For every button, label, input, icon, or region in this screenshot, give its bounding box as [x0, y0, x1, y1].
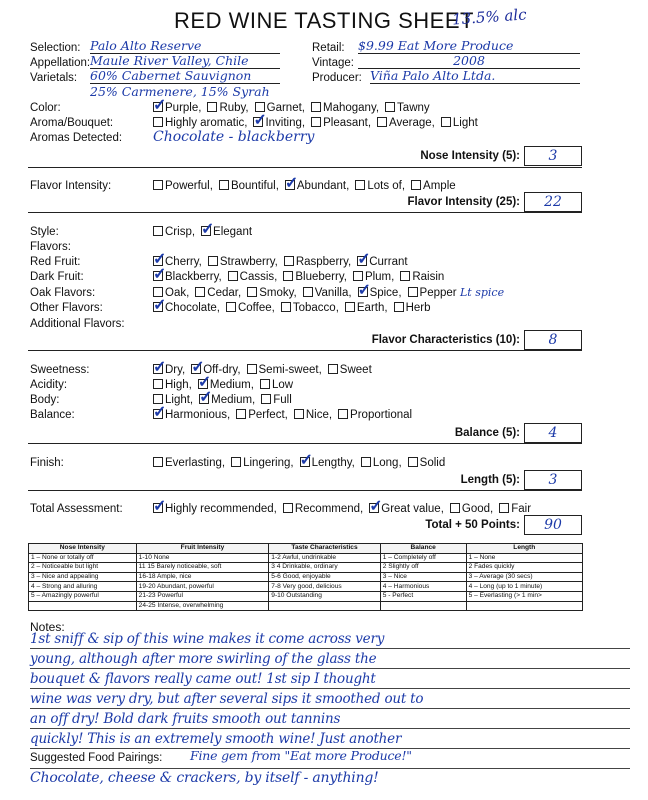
additional-flavors-label: Additional Flavors: [30, 318, 125, 330]
legend-cell: 2 – Noticeable but light [29, 563, 137, 573]
legend-cell: 24-25 Intense, overwhelming [136, 601, 269, 611]
appellation-value[interactable]: Maule River Valley, Chile [90, 53, 280, 69]
legend-cell [269, 601, 380, 611]
option-label: Purple, [165, 102, 202, 114]
note-rule [30, 668, 630, 669]
checkbox[interactable] [300, 457, 310, 467]
legend-cell: 1-2 Awful, undrinkable [269, 553, 380, 563]
checkbox[interactable] [358, 287, 368, 297]
option-lingering[interactable] [231, 457, 294, 469]
option-label: Solid [419, 457, 446, 469]
option-label: Ample [423, 180, 456, 192]
option-label: Raisin [412, 271, 445, 283]
dark-fruit-options [153, 271, 450, 283]
checkbox[interactable] [294, 409, 304, 419]
checkbox[interactable] [153, 226, 163, 236]
legend-cell [29, 601, 137, 611]
option-label: Light, [165, 394, 194, 406]
oak-flavors-note: Lt spice [460, 286, 505, 299]
option-crisp[interactable] [153, 226, 195, 238]
checkbox[interactable] [153, 180, 163, 190]
option-label: Harmonious, [165, 409, 231, 421]
option-low[interactable] [260, 379, 293, 391]
option-recommend[interactable] [283, 503, 363, 515]
checkbox[interactable] [357, 256, 367, 266]
option-label: Inviting, [265, 117, 306, 129]
option-chocolate[interactable] [153, 302, 220, 314]
checkbox[interactable] [207, 102, 217, 112]
option-spice[interactable] [358, 287, 402, 299]
color-options [153, 102, 436, 114]
checkbox[interactable] [153, 271, 163, 281]
other-flavors-label: Other Flavors: [30, 302, 103, 314]
option-blueberry[interactable] [283, 271, 347, 283]
checkbox[interactable] [303, 287, 313, 297]
option-sweet[interactable] [328, 364, 372, 376]
total-assessment-label: Total Assessment: [30, 503, 123, 515]
checkbox[interactable] [450, 503, 460, 513]
table-row [29, 591, 583, 601]
appellation-label: Appellation: [30, 57, 91, 69]
legend-cell: 3 – Average (30 secs) [466, 572, 582, 582]
option-nice[interactable] [294, 409, 332, 421]
balance-label: Balance: [30, 409, 75, 421]
option-semi-sweet[interactable] [247, 364, 322, 376]
option-label: Proportional [350, 409, 413, 421]
option-label: Spice, [369, 287, 402, 299]
balance-score[interactable]: 4 [524, 423, 582, 443]
option-label: Long, [372, 457, 402, 469]
option-label: Raspberry, [295, 256, 352, 268]
note-rule [30, 768, 630, 769]
legend-cell: 5 – Everlasting (> 1 min> [466, 591, 582, 601]
section-divider [28, 212, 582, 213]
aroma-label: Aroma/Bouquet: [30, 117, 114, 129]
option-label: Everlasting, [165, 457, 226, 469]
option-label: Vanilla, [314, 287, 352, 299]
checkbox[interactable] [236, 409, 246, 419]
color-label: Color: [30, 102, 61, 114]
balance-options [153, 409, 418, 421]
option-average[interactable] [377, 117, 435, 129]
checkbox[interactable] [247, 287, 257, 297]
checkbox[interactable] [377, 117, 387, 127]
note-line[interactable]: quickly! This is an extremely smooth wine! Just another [30, 731, 402, 747]
dark-fruit-label: Dark Fruit: [30, 271, 84, 283]
option-fair[interactable] [499, 503, 531, 515]
legend-cell: 1 – None or totally off [29, 553, 137, 563]
selection-value[interactable]: Palo Alto Reserve [90, 38, 280, 54]
flavor-intensity-label: Flavor Intensity: [30, 180, 112, 192]
option-proportional[interactable] [338, 409, 412, 421]
legend-cell: 2 Slightly off [380, 563, 466, 573]
table-row [29, 572, 583, 582]
option-label: Cedar, [207, 287, 242, 299]
checkbox[interactable] [261, 394, 271, 404]
assessment-options [153, 503, 537, 515]
legend-cell: 21-23 Powerful [136, 591, 269, 601]
option-strawberry[interactable] [208, 256, 278, 268]
flavor-intensity-score-label: Flavor Intensity (25): [407, 196, 520, 208]
food-pairings-line-1[interactable]: Fine gem from "Eat more Produce!" [190, 748, 412, 763]
scoring-legend-table [28, 543, 583, 611]
option-label: Highly aromatic, [165, 117, 248, 129]
option-label: Great value, [381, 503, 444, 515]
table-row [29, 582, 583, 592]
note-line[interactable]: bouquet & flavors really came out! 1st sip I thought [30, 671, 376, 687]
option-label: Cassis, [239, 271, 278, 283]
page-title: RED WINE TASTING SHEET [174, 8, 474, 33]
food-pairings-label: Suggested Food Pairings: [30, 752, 163, 764]
checkbox[interactable] [153, 409, 163, 419]
varietals-label: Varietals: [30, 72, 78, 84]
option-label: Nice, [305, 409, 333, 421]
option-solid[interactable] [408, 457, 446, 469]
legend-cell: 7-8 Very good, delicious [269, 582, 380, 592]
option-light[interactable] [441, 117, 478, 129]
legend-cell: 1-10 None [136, 553, 269, 563]
checkbox[interactable] [153, 457, 163, 467]
option-powerful[interactable] [153, 180, 213, 192]
checkbox[interactable] [281, 302, 291, 312]
checkbox[interactable] [441, 117, 451, 127]
flavor-characteristics-label: Flavor Characteristics (10): [371, 334, 520, 346]
checkbox[interactable] [285, 180, 295, 190]
legend-cell: 4 – Strong and alluring [29, 582, 137, 592]
checkbox[interactable] [153, 503, 163, 513]
option-raisin[interactable] [400, 271, 444, 283]
legend-cell: 5-6 Good, enjoyable [269, 572, 380, 582]
option-raspberry[interactable] [284, 256, 351, 268]
section-divider [28, 167, 582, 168]
alcohol-note: 13.5% alc [451, 5, 528, 29]
checkbox[interactable] [369, 503, 379, 513]
option-label: Lingering, [243, 457, 294, 469]
aroma-options [153, 117, 484, 129]
option-label: Powerful, [165, 180, 213, 192]
option-label: Bountiful, [230, 180, 279, 192]
option-bountiful[interactable] [219, 180, 279, 192]
option-label: Fair [511, 503, 532, 515]
option-label: Garnet, [266, 102, 305, 114]
option-label: Perfect, [248, 409, 288, 421]
option-purple[interactable] [153, 102, 201, 114]
note-line[interactable]: young, although after more swirling of the glass the [30, 651, 377, 667]
option-label: Sweet [339, 364, 372, 376]
option-label: Highly recommended, [165, 503, 277, 515]
option-earth[interactable] [345, 302, 388, 314]
checkbox[interactable] [284, 256, 294, 266]
acidity-options [153, 379, 299, 391]
option-label: Tawny [397, 102, 430, 114]
checkbox[interactable] [338, 409, 348, 419]
option-label: Abundant, [296, 180, 350, 192]
option-tawny[interactable] [385, 102, 430, 114]
body-options [153, 394, 298, 406]
option-label: Crisp, [165, 226, 196, 238]
option-label: Coffee, [237, 302, 275, 314]
red-fruit-label: Red Fruit: [30, 256, 81, 268]
legend-cell [466, 601, 582, 611]
option-label: Lengthy, [311, 457, 355, 469]
section-divider [28, 443, 582, 444]
checkbox[interactable] [228, 271, 238, 281]
sweetness-options [153, 364, 378, 376]
option-pleasant[interactable] [311, 117, 371, 129]
legend-cell: 1 – None [466, 553, 582, 563]
option-good[interactable] [450, 503, 493, 515]
option-dry[interactable] [153, 364, 185, 376]
acidity-label: Acidity: [30, 379, 68, 391]
option-blackberry[interactable] [153, 271, 222, 283]
option-label: Smoky, [259, 287, 297, 299]
checkbox[interactable] [219, 180, 229, 190]
note-line[interactable]: wine was very dry, but after several sips it smoothed out to [30, 691, 424, 707]
option-abundant[interactable] [285, 180, 349, 192]
option-label: Pleasant, [323, 117, 372, 129]
legend-header: Balance [380, 544, 466, 554]
red-fruit-options [153, 256, 414, 268]
option-label: Good, [461, 503, 494, 515]
option-label: Tobacco, [292, 302, 339, 314]
option-lots-of[interactable] [355, 180, 405, 192]
section-divider [28, 490, 582, 491]
body-label: Body: [30, 394, 60, 406]
food-pairings-line-2[interactable]: Chocolate, cheese & crackers, by itself - anything! [30, 770, 379, 786]
checkbox[interactable] [345, 302, 355, 312]
checkbox[interactable] [408, 457, 418, 467]
length-score-label: Length (5): [460, 474, 520, 486]
other-flavors-options [153, 302, 437, 314]
option-label: Herb [405, 302, 431, 314]
vintage-label: Vintage: [312, 57, 354, 69]
total-points-score[interactable]: 90 [524, 515, 582, 535]
table-row [29, 601, 583, 611]
length-score[interactable]: 3 [524, 470, 582, 490]
checkbox[interactable] [199, 394, 209, 404]
option-label: Oak, [165, 287, 190, 299]
total-points-label: Total + 50 Points: [425, 519, 520, 531]
note-line[interactable]: an off dry! Bold dark fruits smooth out tannins [30, 711, 341, 727]
option-label: Average, [389, 117, 435, 129]
varietals-value[interactable]: 60% Cabernet Sauvignon [90, 68, 280, 84]
option-high[interactable] [153, 379, 192, 391]
option-harmonious[interactable] [153, 409, 230, 421]
option-label: Ruby, [219, 102, 249, 114]
finish-options [153, 457, 451, 469]
option-coffee[interactable] [226, 302, 275, 314]
legend-cell: 19-20 Abundant, powerful [136, 582, 269, 592]
retail-value[interactable]: $9.99 Eat More Produce [358, 38, 580, 54]
option-label: Chocolate, [165, 302, 220, 314]
option-label: Currant [369, 256, 408, 268]
option-label: Dry, [165, 364, 186, 376]
checkbox[interactable] [311, 102, 321, 112]
option-label: Plum, [364, 271, 395, 283]
sweetness-label: Sweetness: [30, 364, 90, 376]
option-cassis[interactable] [228, 271, 278, 283]
oak-flavors-options [153, 287, 463, 299]
option-label: Recommend, [294, 503, 364, 515]
checkbox[interactable] [408, 287, 418, 297]
nose-intensity-label: Nose Intensity (5): [420, 150, 520, 162]
aromas-detected-value[interactable]: Chocolate - blackberry [153, 129, 315, 145]
checkbox[interactable] [394, 302, 404, 312]
option-everlasting[interactable] [153, 457, 225, 469]
legend-cell: 11 15 Barely noticeable, soft [136, 563, 269, 573]
aromas-detected-label: Aromas Detected: [30, 132, 123, 144]
checkbox[interactable] [201, 226, 211, 236]
note-rule [30, 648, 630, 649]
checkbox[interactable] [153, 117, 163, 127]
checkbox[interactable] [283, 271, 293, 281]
option-tobacco[interactable] [281, 302, 339, 314]
checkbox[interactable] [355, 180, 365, 190]
option-label: Earth, [356, 302, 388, 314]
option-label: Medium, [209, 379, 254, 391]
vintage-value[interactable]: 2008 [358, 53, 580, 69]
option-medium[interactable] [199, 394, 255, 406]
legend-cell: 16-18 Ample, nice [136, 572, 269, 582]
legend-cell: 3 – Nice [380, 572, 466, 582]
flavor-intensity-options [153, 180, 462, 192]
option-pepper[interactable] [408, 287, 457, 299]
note-rule [30, 708, 630, 709]
checkbox[interactable] [226, 302, 236, 312]
checkbox[interactable] [385, 102, 395, 112]
legend-header: Taste Characteristics [269, 544, 380, 554]
checkbox[interactable] [153, 379, 163, 389]
finish-label: Finish: [30, 457, 64, 469]
style-label: Style: [30, 226, 59, 238]
legend-cell: 5 – Amazingly powerful [29, 591, 137, 601]
legend-cell: 4 – Long (up to 1 minute) [466, 582, 582, 592]
legend-cell: 1 – Completely off [380, 553, 466, 563]
checkbox[interactable] [153, 302, 163, 312]
option-label: Light [452, 117, 478, 129]
table-row [29, 563, 583, 573]
option-vanilla[interactable] [303, 287, 352, 299]
checkbox[interactable] [231, 457, 241, 467]
option-mahogany[interactable] [311, 102, 379, 114]
checkbox[interactable] [328, 364, 338, 374]
style-options [153, 226, 258, 238]
option-highly-aromatic[interactable] [153, 117, 247, 129]
option-label: Blackberry, [165, 271, 222, 283]
option-label: Mahogany, [323, 102, 380, 114]
oak-flavors-label: Oak Flavors: [30, 287, 96, 299]
flavor-intensity-score[interactable]: 22 [524, 192, 582, 212]
legend-cell: 5 - Perfect [380, 591, 466, 601]
option-herb[interactable] [394, 302, 431, 314]
checkbox[interactable] [361, 457, 371, 467]
option-long[interactable] [361, 457, 402, 469]
option-inviting[interactable] [253, 117, 305, 129]
flavor-characteristics-score[interactable]: 8 [524, 330, 582, 350]
legend-cell [380, 601, 466, 611]
option-cedar[interactable] [195, 287, 241, 299]
option-perfect[interactable] [236, 409, 288, 421]
option-label: Full [273, 394, 292, 406]
producer-label: Producer: [312, 72, 362, 84]
balance-score-label: Balance (5): [454, 427, 520, 439]
checkbox[interactable] [253, 117, 263, 127]
section-divider [28, 350, 582, 351]
option-label: Elegant [213, 226, 253, 238]
option-elegant[interactable] [201, 226, 252, 238]
legend-header: Length [466, 544, 582, 554]
option-ruby[interactable] [207, 102, 248, 114]
checkbox[interactable] [208, 256, 218, 266]
option-label: Lots of, [367, 180, 406, 192]
nose-intensity-score[interactable]: 3 [524, 146, 582, 166]
checkbox[interactable] [153, 364, 163, 374]
checkbox[interactable] [260, 379, 270, 389]
legend-cell: 3 – Nice and appealing [29, 572, 137, 582]
option-label: Low [271, 379, 294, 391]
checkbox[interactable] [247, 364, 257, 374]
option-great-value[interactable] [369, 503, 444, 515]
note-rule [30, 728, 630, 729]
option-currant[interactable] [357, 256, 407, 268]
option-label: Blueberry, [295, 271, 347, 283]
selection-label: Selection: [30, 42, 81, 54]
note-rule [30, 688, 630, 689]
notes-label: Notes: [30, 620, 65, 634]
producer-value[interactable]: Viña Palo Alto Ltda. [370, 68, 580, 84]
option-label: Medium, [211, 394, 256, 406]
option-label: High, [165, 379, 192, 391]
option-label: Off-dry, [203, 364, 241, 376]
option-label: Pepper [419, 287, 457, 299]
legend-header: Fruit Intensity [136, 544, 269, 554]
checkbox[interactable] [411, 180, 421, 190]
checkbox[interactable] [400, 271, 410, 281]
table-row [29, 553, 583, 563]
flavors-label: Flavors: [30, 241, 71, 253]
legend-cell: 4 – Harmonious [380, 582, 466, 592]
checkbox[interactable] [499, 503, 509, 513]
varietals-value-2: 25% Carmenere, 15% Syrah [90, 84, 270, 99]
legend-cell: 9-10 Outstanding [269, 591, 380, 601]
option-label: Semi-sweet, [258, 364, 322, 376]
checkbox[interactable] [153, 102, 163, 112]
option-smoky[interactable] [247, 287, 297, 299]
checkbox[interactable] [311, 117, 321, 127]
option-full[interactable] [261, 394, 292, 406]
retail-label: Retail: [312, 42, 345, 54]
option-label: Strawberry, [219, 256, 278, 268]
legend-header: Nose Intensity [29, 544, 137, 554]
legend-cell: 2 Fades quickly [466, 563, 582, 573]
checkbox[interactable] [195, 287, 205, 297]
note-line[interactable]: 1st sniff & sip of this wine makes it come across very [30, 631, 385, 647]
checkbox[interactable] [283, 503, 293, 513]
option-highly-recommended[interactable] [153, 503, 277, 515]
option-lengthy[interactable] [300, 457, 355, 469]
option-label: Cherry, [165, 256, 202, 268]
option-ample[interactable] [411, 180, 456, 192]
legend-cell: 3 4 Drinkable, ordinary [269, 563, 380, 573]
